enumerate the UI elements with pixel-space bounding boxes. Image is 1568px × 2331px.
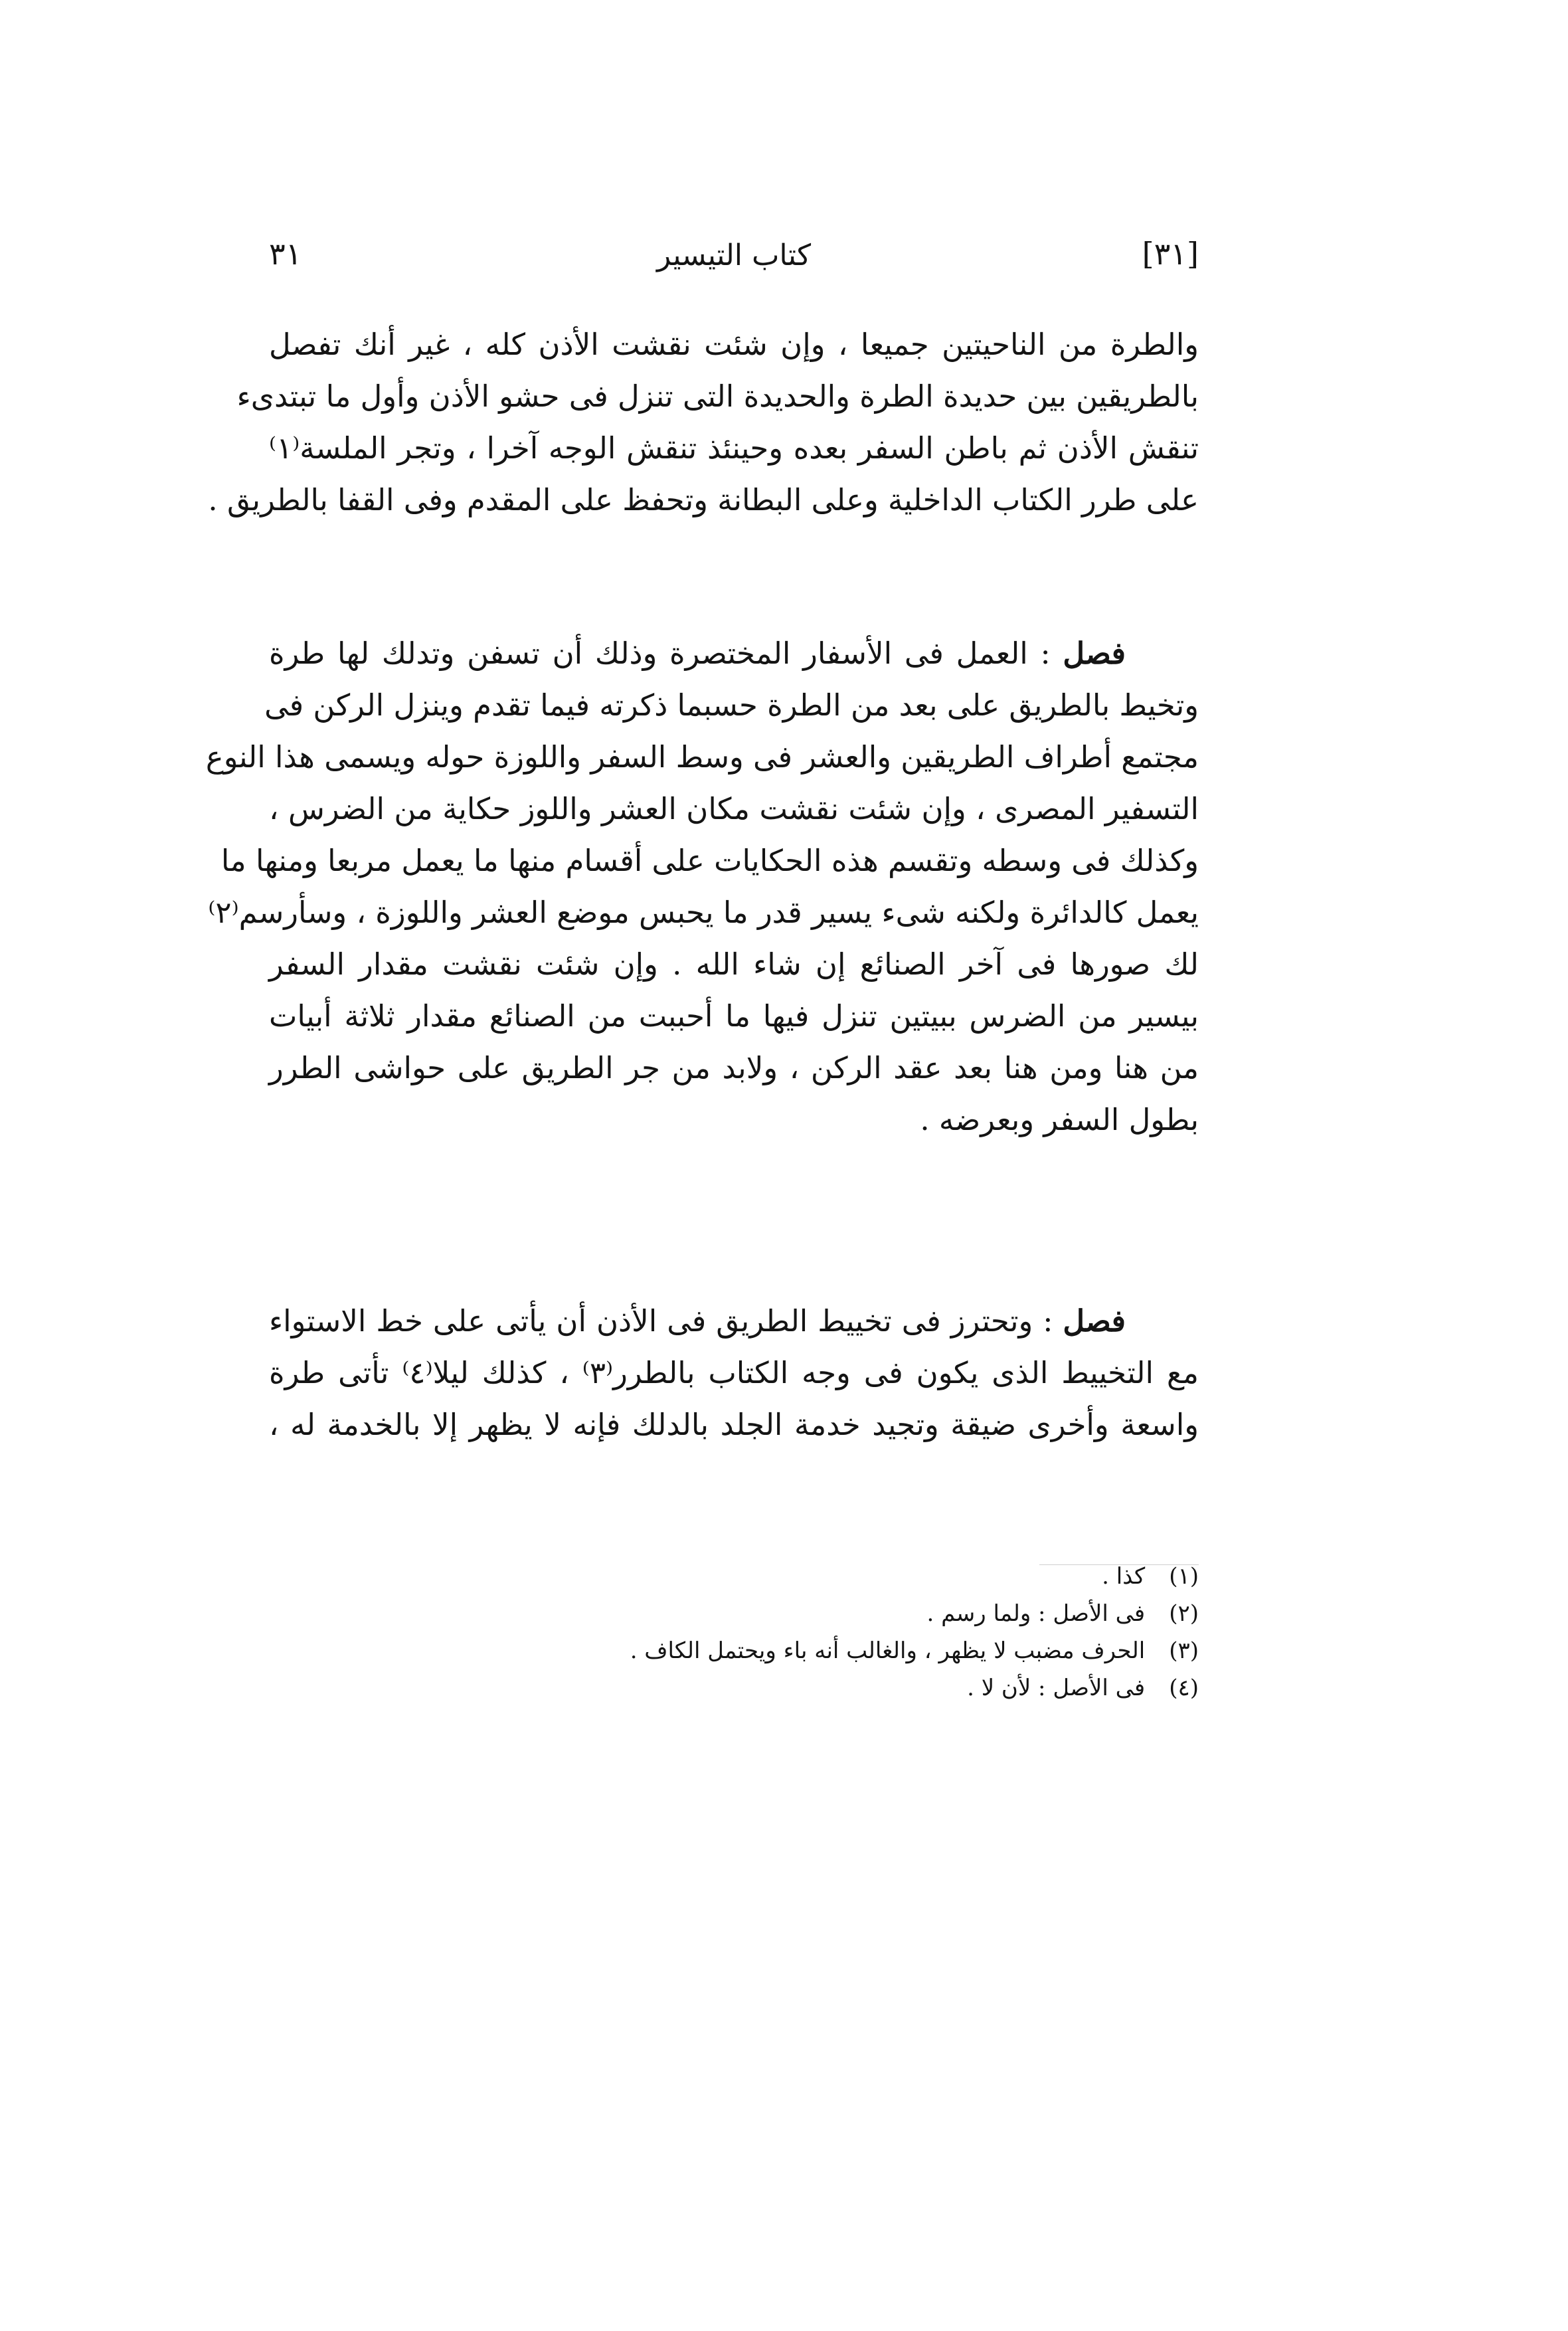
text-line: تنقش الأذن ثم باطن السفر بعده وحينئذ تنقش الوجه آخرا ، وتجر الملسة⁽١⁾	[269, 430, 1199, 466]
footnote-mark: (٤)	[1169, 1675, 1199, 1701]
footnote-mark: (١)	[1169, 1563, 1199, 1590]
text-line	[269, 628, 1199, 680]
paragraph-1	[208, 319, 1199, 526]
text-line: واسعة وأخرى ضيقة وتجيد خدمة الجلد بالدلك فإنه لا يظهر إلا بالخدمة له ،	[269, 1407, 1199, 1442]
footnote-text: فى الأصل : لأن لا .	[967, 1675, 1146, 1701]
text-line: على طرر الكتاب الداخلية وعلى البطانة وتحفظ على المقدم وفى القفا بالطريق .	[208, 482, 1199, 517]
footnote-mark: (٣)	[1169, 1637, 1199, 1664]
text-line: والطرة من الناحيتين جميعا ، وإن شئت نقشت الأذن كله ، غير أنك تفصل	[269, 327, 1199, 362]
text-line: من هنا ومن هنا بعد عقد الركن ، ولابد من جر الطريق على حواشى الطرر	[269, 1050, 1199, 1085]
text-line: مجتمع أطراف الطريقين والعشر فى وسط السفر واللوزة حوله ويسمى هذا النوع	[205, 739, 1199, 775]
text-line: لك صورها فى آخر الصنائع إن شاء الله . وإن شئت نقشت مقدار السفر	[269, 947, 1199, 982]
footnote-text: كذا .	[1102, 1563, 1146, 1590]
text-line: التسفير المصرى ، وإن شئت نقشت مكان العشر واللوز حكاية من الضرس ،	[269, 791, 1199, 826]
text-line: بطول السفر وبعرضه .	[920, 1102, 1199, 1137]
page-header	[269, 236, 1199, 289]
footnote	[601, 1669, 1199, 1707]
footnote	[601, 1632, 1199, 1669]
paragraph-3	[269, 1295, 1199, 1451]
text-line: وكذلك فى وسطه وتقسم هذه الحكايات على أقسام منها ما يعمل مربعا ومنها ما	[220, 843, 1199, 878]
footnote-text: فى الأصل : ولما رسم .	[926, 1600, 1146, 1627]
footnote-text: الحرف مضبب لا يظهر ، والغالب أنه باء ويحتمل الكاف .	[630, 1637, 1146, 1664]
footnote	[601, 1558, 1199, 1595]
text-line: مع التخييط الذى يكون فى وجه الكتاب بالطرر⁽٣⁾ ، كذلك ليلا⁽٤⁾ تأتى طرة	[269, 1355, 1199, 1390]
text-line	[269, 1295, 1199, 1347]
text-line: يعمل كالدائرة ولكنه شىء يسير قدر ما يحبس موضع العشر واللوزة ، وسأرسم⁽٢⁾	[208, 895, 1199, 930]
footnote-mark: (٢)	[1169, 1600, 1199, 1627]
paragraph-2	[205, 628, 1199, 1146]
text-line: بالطريقين بين حديدة الطرة والحديدة التى تنزل فى حشو الأذن وأول ما تبتدىء	[236, 379, 1199, 414]
page-number-bracketed: [٣١]	[1142, 236, 1199, 272]
footnotes	[601, 1558, 1199, 1707]
text-line: بيسير من الضرس ببيتين تنزل فيها ما أحببت من الصنائع مقدار ثلاثة أبيات	[269, 998, 1199, 1034]
running-title: كتاب التيسير	[656, 238, 812, 272]
footnote	[601, 1595, 1199, 1632]
text-span: : العمل فى الأسفار المختصرة وذلك أن تسفن وتدلك لها طرة	[269, 636, 1063, 671]
page-number: ٣١	[269, 236, 302, 272]
section-heading: فصل	[1063, 636, 1126, 671]
section-heading: فصل	[1063, 1303, 1126, 1339]
text-span: : وتحترز فى تخييط الطريق فى الأذن أن يأتى على خط الاستواء	[269, 1303, 1063, 1339]
text-line: وتخيط بالطريق على بعد من الطرة حسبما ذكرته فيما تقدم وينزل الركن فى	[264, 688, 1199, 723]
